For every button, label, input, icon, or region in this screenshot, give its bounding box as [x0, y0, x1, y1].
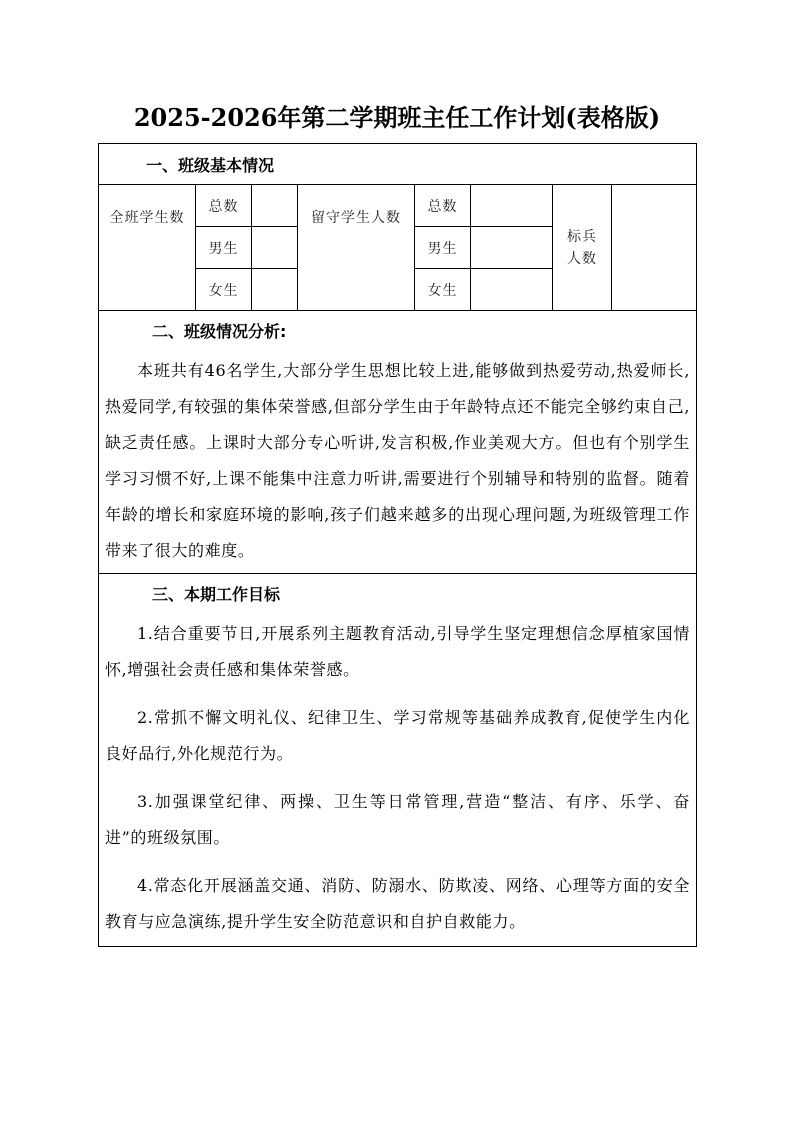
document-title: 2025-2026年第二学期班主任工作计划(表格版) [133, 103, 661, 132]
section-goals-row [99, 574, 697, 947]
female-count-value[interactable] [252, 269, 298, 311]
female-count-label: 女生 [196, 269, 252, 311]
goal-item-1: 1.结合重要节日,开展系列主题教育活动,引导学生坚定理想信念厚植家国情怀,增强社会责任感和集体荣誉感。 [105, 624, 691, 679]
total-count-label: 总数 [196, 185, 252, 227]
male-count-label: 男生 [196, 227, 252, 269]
goal-item-4: 4.常态化开展涵盖交通、消防、防溺水、防欺凌、网络、心理等方面的安全教育与应急演练,提升学生安全防范意识和自护自救能力。 [105, 876, 691, 931]
section-analysis-row [99, 311, 697, 574]
basic-info-row-total [99, 185, 697, 227]
total-count-value[interactable] [252, 185, 298, 227]
left-behind-female-value[interactable] [471, 269, 553, 311]
section-analysis-cell [99, 311, 697, 574]
section-basic-heading-row [99, 144, 697, 185]
total-students-label: 全班学生数 [99, 185, 196, 311]
section-analysis-heading: 二、班级情况分析: [152, 322, 287, 341]
left-behind-male-value[interactable] [471, 227, 553, 269]
section-basic-heading: 一、班级基本情况 [99, 144, 697, 185]
plan-table [98, 143, 697, 947]
left-behind-total-label: 总数 [415, 185, 471, 227]
section-goals-heading: 三、本期工作目标 [152, 585, 281, 604]
goal-item-3: 3.加强课堂纪律、两操、卫生等日常管理,营造“整洁、有序、乐学、奋进”的班级氛围。 [105, 792, 691, 847]
section-goals-cell [99, 574, 697, 947]
left-behind-total-value[interactable] [471, 185, 553, 227]
left-behind-label: 留守学生人数 [298, 185, 415, 311]
male-count-value[interactable] [252, 227, 298, 269]
analysis-paragraph: 本班共有46名学生,大部分学生思想比较上进,能够做到热爱劳动,热爱师长,热爱同学,有较强的集体荣誉感,但部分学生由于年龄特点还不能完全够约束自己,缺乏责任感。上课时大部分专心听讲,发言积极,作业美观大方。但也有个别学生学习习惯不好,上课不能集中注意力听讲,需要进行个别辅导和特别的监督。随着年龄的增长和家庭环境的影响,孩子们越来越多的出现心理问题,为班级管理工作带来了很大的难度。 [105, 361, 691, 560]
goal-item-2: 2.常抓不懈文明礼仪、纪律卫生、学习常规等基础养成教育,促使学生内化良好品行,外化规范行为。 [105, 708, 691, 763]
model-student-value[interactable] [612, 185, 697, 311]
left-behind-male-label: 男生 [415, 227, 471, 269]
left-behind-female-label: 女生 [415, 269, 471, 311]
model-student-label: 标兵 人数 [553, 185, 612, 311]
